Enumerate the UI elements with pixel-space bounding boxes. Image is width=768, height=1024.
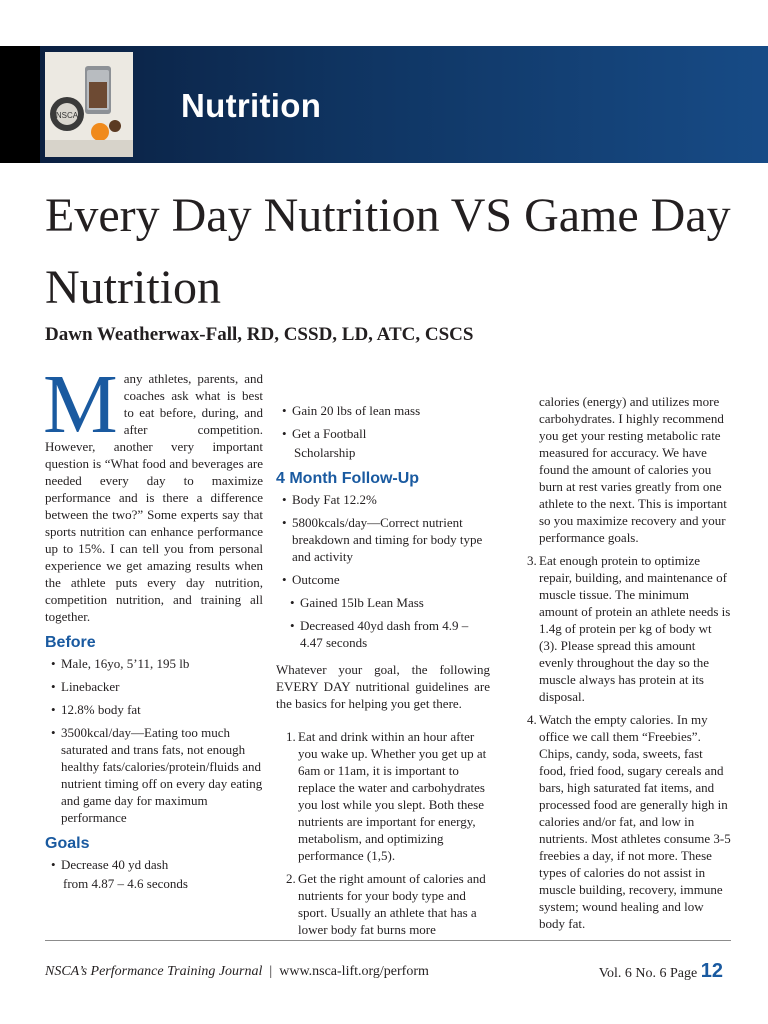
list-item: • Decreased 40yd dash from 4.9 – 4.47 seconds [276, 617, 490, 651]
goals-heading: Goals [45, 835, 90, 852]
column-3 [517, 395, 731, 938]
before-list [45, 655, 263, 826]
intro-text: any athletes, parents, and coaches ask what is best to eat before, during, and after competition. However, another very important question is “What food and beverages are needed every day to maximize performance and is there a difference between the two?” Some experts say that sports nutrition can enhance performance up to 15%. I can tell you from personal experience we get amazing results when the athlete puts every day nutrition, competition nutrition, and training all together. [45, 371, 263, 624]
list-item-continuation: from 4.87 – 4.6 seconds [63, 876, 188, 891]
svg-text:NSCA: NSCA [55, 111, 79, 120]
list-item: • 5800kcals/day—Correct nutrient breakdown and timing for body type and activity [276, 514, 490, 565]
column-1 [43, 358, 263, 898]
article-title: Every Day Nutrition VS Game Day Nutrition [45, 189, 731, 314]
before-heading: Before [45, 634, 96, 651]
volume-info: Vol. 6 No. 6 Page [598, 966, 698, 981]
guidelines-list [276, 728, 490, 938]
footer-divider [45, 940, 731, 941]
article-author: Dawn Weatherwax-Fall, RD, CSSD, LD, ATC, CSCS [45, 324, 474, 345]
list-item [517, 552, 731, 705]
list-item: • Decrease 40 yd dash [45, 856, 263, 873]
section-title: Nutrition [181, 87, 322, 124]
page-number: 12 [700, 960, 723, 982]
footer-page-info [599, 958, 723, 987]
list-text: Watch the empty calories. In my office we call them “Freebies”. Chips, candy, soda, sweets, fast food, fried food, sugary cereals and bars, high saturated fat items, and processed food are generally high in calories and/or fat, and low in nutrients. Most athletes consume 3-5 freebies a day, if not more. These types of calories do not assist in muscle building, recovery, immune system; wound healing and low body fat. [539, 712, 731, 931]
journal-url[interactable]: www.nsca-lift.org/perform [279, 964, 429, 979]
list-item-continuation: Scholarship [294, 445, 356, 460]
nutrition-supplements-photo-icon [45, 52, 133, 157]
list-item [276, 870, 490, 938]
list-number: 4. [527, 712, 537, 727]
transition-paragraph: Whatever your goal, the following EVERY DAY nutritional guidelines are the basics for helping you get there. [276, 662, 490, 711]
banner-left-edge [0, 46, 40, 163]
list-item: • Linebacker [45, 678, 263, 695]
goals-list-end [276, 402, 490, 442]
list-item: • Gained 15lb Lean Mass [276, 594, 490, 611]
footer-separator: | [269, 964, 273, 979]
list-item [517, 711, 731, 932]
list-number: 1. [286, 729, 296, 744]
list-item [276, 728, 490, 864]
list-text: Eat and drink within an hour after you wake up. Whether you get up at 6am or 11am, it is important to replace the water and carbohydrates you lost while you slept. Both these nutrients are important for energy, metabolism, and optimizing performance (1,5). [298, 729, 487, 863]
list-item: • Get a Football [276, 425, 490, 442]
guidelines-list-continued [517, 393, 731, 932]
list-item: • Outcome [276, 571, 490, 588]
list-item: • Gain 20 lbs of lean mass [276, 402, 490, 419]
list-number: 3. [527, 553, 537, 568]
goals-list-start [45, 856, 263, 873]
list-item [517, 393, 731, 546]
list-text: calories (energy) and utilizes more carbohydrates. I highly recommend you get your resting metabolic rate measured for accuracy. We have found the amount of calories you burn at rest varies greatly from one athlete to the next. This is important so you maximize recovery and your performance goals. [539, 394, 727, 545]
list-item: • Body Fat 12.2% [276, 491, 490, 508]
intro-paragraph [43, 358, 263, 625]
list-item: • Male, 16yo, 5’11, 195 lb [45, 655, 263, 672]
followup-list [276, 491, 490, 651]
footer-journal-info [45, 962, 429, 982]
list-item: • 3500kcal/day—Eating too much saturated and trans fats, not enough healthy fats/calories/protein/fluids and nutrient timing off on every day eating and game day for maximum performance [45, 724, 263, 826]
list-item: • 12.8% body fat [45, 701, 263, 718]
list-text: Get the right amount of calories and nutrients for your body type and sport. Usually an athlete that has a lower body fat burns more [298, 871, 486, 937]
list-text: Eat enough protein to optimize repair, building, and maintenance of muscle tissue. The minimum amount of protein an athlete needs is 1.4g of protein per kg of body wt (3). Please spread this amount evenly throughout the day so the muscle always has protein at its disposal. [539, 553, 731, 704]
journal-name: NSCA’s Performance Training Journal [45, 964, 263, 979]
list-number: 2. [286, 871, 296, 886]
followup-heading: 4 Month Follow-Up [276, 470, 420, 487]
column-2 [276, 402, 490, 944]
drop-cap: M [43, 358, 118, 451]
